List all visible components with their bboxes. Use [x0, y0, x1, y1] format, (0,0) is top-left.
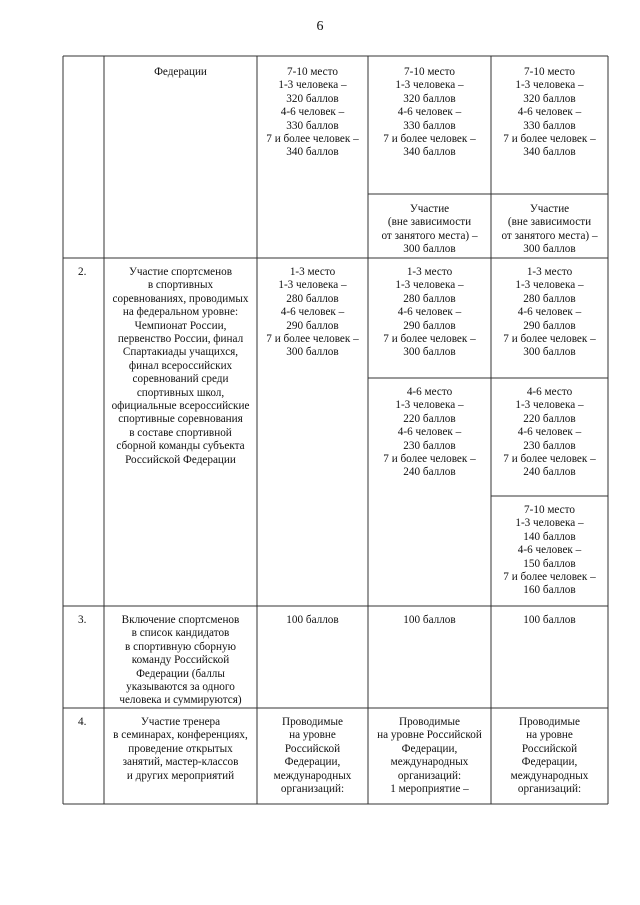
row-3-level-1: 100 баллов	[286, 614, 339, 626]
row-3-criterion: Включение спортсменов в список кандидатов в спортивную сборную команду Российской Федерации (баллы указываются за одного человека и суммируются)	[119, 614, 242, 707]
row-2-criterion: Участие спортсменов в спортивных соревнованиях, проводимых на федеральном уровне: Чемпионат России, первенство России, финал Спартакиады учащихся, финал всероссийских соревнований среди спортивных школ, официальные всероссийские спортивные соревнования в составе спортивной сборной команды субъекта Российской Федерации	[111, 266, 250, 466]
page-number: 6	[316, 19, 324, 34]
row-4-number: 4.	[78, 716, 87, 728]
row-1-level-2-block-1: 7-10 место 1-3 человека – 320 баллов 4-6 человек – 330 баллов 7 и более человек – 340 баллов	[383, 66, 476, 159]
row-1-level-2-block-2: Участие (вне зависимости от занятого места) – 300 баллов	[381, 203, 478, 256]
row-2-number: 2.	[78, 266, 87, 278]
row-4-level-3: Проводимые на уровне Российской Федерации, международных организаций:	[510, 716, 589, 796]
row-2-level-2-block-1: 1-3 место 1-3 человека – 280 баллов 4-6 человек – 290 баллов 7 и более человек – 300 баллов	[383, 266, 476, 359]
row-2-level-2-block-2: 4-6 место 1-3 человека – 220 баллов 4-6 человек – 230 баллов 7 и более человек – 240 баллов	[383, 386, 476, 479]
row-4-level-2: Проводимые на уровне Российской Федерации, международных организаций: 1 мероприятие –	[377, 716, 482, 796]
row-4-criterion: Участие тренера в семинарах, конференциях, проведение открытых занятий, мастер-классов и других мероприятий	[113, 716, 248, 782]
row-1-level-3-block-2: Участие (вне зависимости от занятого места) – 300 баллов	[501, 203, 598, 256]
row-2-level-3-block-1: 1-3 место 1-3 человека – 280 баллов 4-6 человек – 290 баллов 7 и более человек – 300 баллов	[503, 266, 596, 359]
row-1-level-3-block-1: 7-10 место 1-3 человека – 320 баллов 4-6 человек – 330 баллов 7 и более человек – 340 баллов	[503, 66, 596, 159]
row-2-level-3-block-2: 4-6 место 1-3 человека – 220 баллов 4-6 человек – 230 баллов 7 и более человек – 240 баллов	[503, 386, 596, 479]
row-2-level-3-block-3: 7-10 место 1-3 человека – 140 баллов 4-6 человек – 150 баллов 7 и более человек – 160 баллов	[503, 504, 596, 597]
row-2-level-1-block-1: 1-3 место 1-3 человека – 280 баллов 4-6 человек – 290 баллов 7 и более человек – 300 баллов	[266, 266, 359, 359]
row-1-level-1-block-1: 7-10 место 1-3 человека – 320 баллов 4-6 человек – 330 баллов 7 и более человек – 340 баллов	[266, 66, 359, 159]
row-3-level-2: 100 баллов	[403, 614, 456, 626]
row-3-level-3: 100 баллов	[523, 614, 576, 626]
row-4-level-1: Проводимые на уровне Российской Федерации, международных организаций:	[273, 716, 352, 796]
row-3-number: 3.	[78, 614, 87, 626]
row-1-criterion: Федерации	[154, 66, 207, 78]
